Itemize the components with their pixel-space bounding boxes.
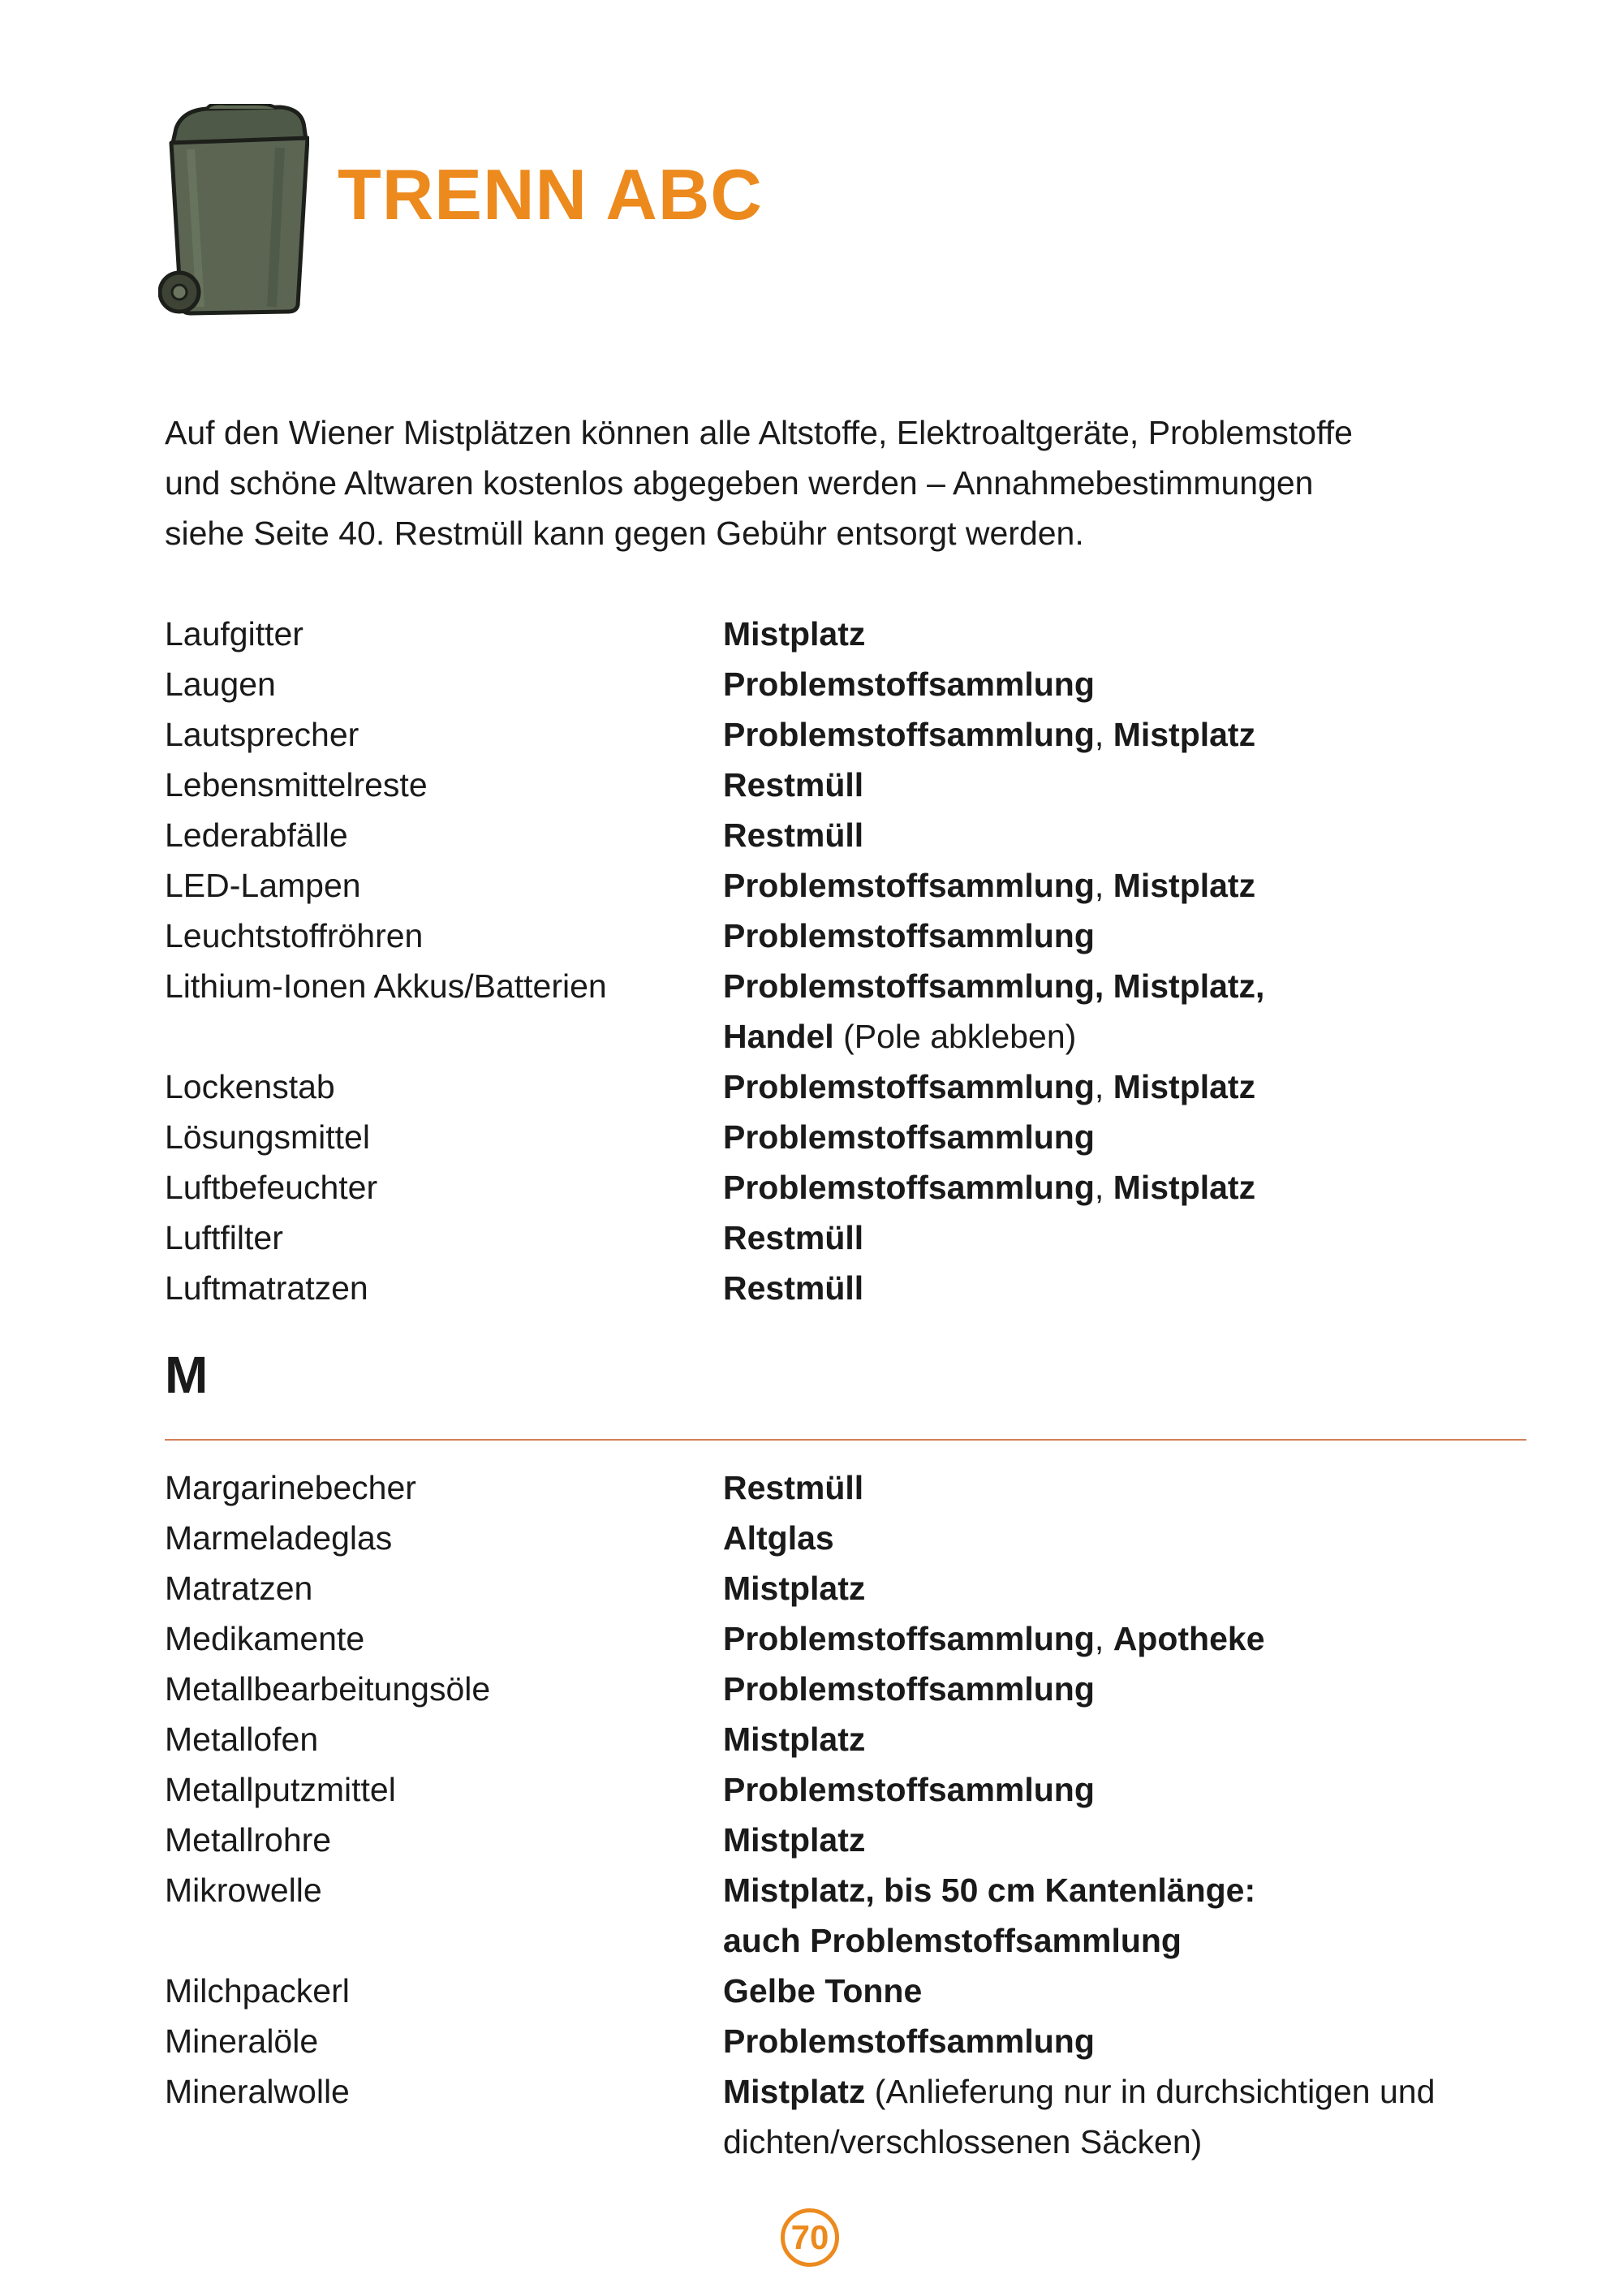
destination-separator: ,: [1094, 867, 1113, 904]
destination-line: [723, 810, 1512, 860]
destination-bold: Problemstoffsammlung: [723, 2022, 1095, 2060]
section-divider: [165, 1439, 1526, 1441]
item-name: Leuchtstoffröhren: [165, 917, 424, 954]
item-name: Mineralwolle: [165, 2073, 350, 2110]
list-row: [165, 1865, 1512, 1966]
list-row: [165, 1162, 1512, 1213]
destination-line: [723, 1815, 1512, 1865]
item-name: LED-Lampen: [165, 867, 361, 904]
destination-line: [723, 609, 1512, 659]
destination-line: [723, 1563, 1512, 1613]
destination-bold: Gelbe Tonne: [723, 1972, 923, 2010]
destination-bold: Mistplatz: [1113, 1169, 1256, 1206]
disposal-destination: [723, 1865, 1512, 1966]
item-name: Metallrohre: [165, 1821, 332, 1859]
list-row: [165, 1513, 1512, 1563]
destination-line: [723, 1062, 1512, 1112]
list-row: [165, 609, 1512, 659]
waste-bin-icon: [158, 104, 309, 323]
destination-bold: Problemstoffsammlung: [723, 1068, 1095, 1105]
item-name: Metallofen: [165, 1721, 319, 1758]
destination-separator: ,: [1094, 1620, 1113, 1657]
item-name: Lebensmittelreste: [165, 766, 428, 803]
destination-bold: Restmüll: [723, 766, 864, 803]
destination-line: [723, 1263, 1512, 1313]
disposal-destination: [723, 911, 1512, 961]
destination-line: [723, 1764, 1512, 1815]
destination-line: [723, 860, 1512, 911]
destination-bold: Problemstoffsammlung: [723, 1118, 1095, 1156]
destination-separator: ,: [1094, 716, 1113, 753]
destination-bold: Mistplatz, bis 50 cm Kantenlänge:: [723, 1872, 1256, 1909]
destination-bold: Apotheke: [1113, 1620, 1265, 1657]
item-name: Mineralöle: [165, 2022, 319, 2060]
disposal-destination: [723, 760, 1512, 810]
disposal-destination: [723, 1966, 1512, 2016]
item-name: Matratzen: [165, 1570, 313, 1607]
destination-bold: Restmüll: [723, 1219, 864, 1256]
item-name: Lithium-Ionen Akkus/Batterien: [165, 967, 607, 1005]
disposal-destination: [723, 1062, 1512, 1112]
item-name: Luftbefeuchter: [165, 1169, 378, 1206]
disposal-destination: [723, 1764, 1512, 1815]
destination-note: (Anlieferung nur in durchsichtigen und: [865, 2073, 1436, 2110]
item-name: Medikamente: [165, 1620, 365, 1657]
item-name: Lockenstab: [165, 1068, 335, 1105]
list-row: [165, 2016, 1512, 2066]
intro-line: Auf den Wiener Mistplätzen können alle Altstoffe, Elektroaltgeräte, Problemstoffe: [165, 414, 1353, 451]
destination-bold: Problemstoffsammlung: [723, 666, 1095, 703]
disposal-destination: [723, 1714, 1512, 1764]
item-name: Luftfilter: [165, 1219, 283, 1256]
item-name: Lautsprecher: [165, 716, 359, 753]
page-title: TRENN ABC: [338, 154, 763, 235]
destination-bold: Problemstoffsammlung: [723, 716, 1095, 753]
disposal-destination: [723, 1815, 1512, 1865]
list-row: [165, 1062, 1512, 1112]
destination-line: [723, 1865, 1512, 1915]
destination-line: [723, 659, 1512, 709]
disposal-destination: [723, 1563, 1512, 1613]
list-row: [165, 1714, 1512, 1764]
destination-line: [723, 709, 1512, 760]
destination-bold: Mistplatz: [723, 1570, 866, 1607]
destination-bold: Problemstoffsammlung: [723, 1670, 1095, 1708]
destination-line: [723, 1915, 1512, 1966]
disposal-destination: [723, 609, 1512, 659]
destination-line: [723, 1966, 1512, 2016]
disposal-destination: [723, 860, 1512, 911]
list-row: [165, 659, 1512, 709]
intro-line: siehe Seite 40. Restmüll kann gegen Gebühr entsorgt werden.: [165, 515, 1084, 552]
destination-line: [723, 1011, 1512, 1062]
destination-bold: Mistplatz: [1113, 716, 1256, 753]
disposal-destination: [723, 1112, 1512, 1162]
destination-bold: Problemstoffsammlung: [723, 917, 1095, 954]
list-row: [165, 1263, 1512, 1313]
destination-line: [723, 1664, 1512, 1714]
destination-bold: Mistplatz: [1113, 867, 1256, 904]
destination-line: [723, 1162, 1512, 1213]
destination-line: [723, 1513, 1512, 1563]
destination-bold: Problemstoffsammlung: [723, 867, 1095, 904]
list-row: [165, 1664, 1512, 1714]
list-row: [165, 1764, 1512, 1815]
disposal-destination: [723, 1263, 1512, 1313]
destination-bold: Restmüll: [723, 816, 864, 854]
destination-bold: Restmüll: [723, 1469, 864, 1506]
destination-line: [723, 2066, 1512, 2117]
destination-note: (Pole abkleben): [833, 1018, 1077, 1055]
disposal-destination: [723, 1162, 1512, 1213]
destination-line: [723, 1613, 1512, 1664]
destination-bold: Altglas: [723, 1519, 834, 1557]
list-row: [165, 1462, 1512, 1513]
disposal-destination: [723, 961, 1512, 1062]
destination-line: [723, 2117, 1512, 2167]
destination-bold: Problemstoffsammlung, Mistplatz,: [723, 967, 1265, 1005]
destination-bold: Problemstoffsammlung: [723, 1169, 1095, 1206]
list-row: [165, 1563, 1512, 1613]
destination-line: [723, 961, 1512, 1011]
list-row: [165, 810, 1512, 860]
disposal-destination: [723, 1664, 1512, 1714]
item-name: Laufgitter: [165, 615, 304, 653]
destination-bold: auch Problemstoffsammlung: [723, 1922, 1182, 1959]
list-row: [165, 760, 1512, 810]
disposal-destination: [723, 1513, 1512, 1563]
destination-bold: Problemstoffsammlung: [723, 1771, 1095, 1808]
intro-line: und schöne Altwaren kostenlos abgegeben werden – Annahmebestimmungen: [165, 464, 1314, 502]
destination-line: [723, 911, 1512, 961]
item-name: Margarinebecher: [165, 1469, 416, 1506]
destination-line: [723, 1714, 1512, 1764]
destination-line: [723, 760, 1512, 810]
disposal-destination: [723, 2066, 1512, 2167]
item-name: Lösungsmittel: [165, 1118, 370, 1156]
item-name: Marmeladeglas: [165, 1519, 393, 1557]
destination-bold: Mistplatz: [723, 615, 866, 653]
list-row: [165, 961, 1512, 1062]
list-row: [165, 1815, 1512, 1865]
intro-text: [165, 407, 1504, 558]
item-name: Laugen: [165, 666, 276, 703]
destination-line: [723, 2016, 1512, 2066]
section-heading-m: M: [165, 1346, 209, 1404]
destination-bold: Mistplatz: [723, 1821, 866, 1859]
list-row: [165, 1112, 1512, 1162]
list-row: [165, 860, 1512, 911]
destination-bold: Problemstoffsammlung: [723, 1620, 1095, 1657]
item-name: Milchpackerl: [165, 1972, 350, 2010]
list-row: [165, 1213, 1512, 1263]
destination-bold: Handel: [723, 1018, 834, 1055]
destination-line: [723, 1213, 1512, 1263]
destination-separator: ,: [1094, 1068, 1113, 1105]
destination-bold: Mistplatz: [723, 1721, 866, 1758]
disposal-destination: [723, 659, 1512, 709]
destination-note: dichten/verschlossenen Säcken): [723, 2123, 1203, 2160]
destination-line: [723, 1112, 1512, 1162]
item-name: Luftmatratzen: [165, 1269, 368, 1307]
disposal-destination: [723, 1462, 1512, 1513]
destination-bold: Restmüll: [723, 1269, 864, 1307]
list-l: [165, 609, 1512, 1313]
destination-separator: ,: [1094, 1169, 1113, 1206]
item-name: Mikrowelle: [165, 1872, 322, 1909]
destination-bold: Mistplatz: [1113, 1068, 1256, 1105]
destination-bold: Mistplatz: [723, 2073, 866, 2110]
list-row: [165, 709, 1512, 760]
item-name: Lederabfälle: [165, 816, 348, 854]
list-row: [165, 1966, 1512, 2016]
disposal-destination: [723, 1613, 1512, 1664]
list-row: [165, 911, 1512, 961]
item-name: Metallputzmittel: [165, 1771, 396, 1808]
disposal-destination: [723, 1213, 1512, 1263]
disposal-destination: [723, 709, 1512, 760]
list-row: [165, 1613, 1512, 1664]
disposal-destination: [723, 810, 1512, 860]
destination-line: [723, 1462, 1512, 1513]
item-name: Metallbearbeitungsöle: [165, 1670, 491, 1708]
disposal-destination: [723, 2016, 1512, 2066]
list-row: [165, 2066, 1512, 2167]
list-m: [165, 1462, 1512, 2167]
page-number: 70: [781, 2208, 839, 2267]
